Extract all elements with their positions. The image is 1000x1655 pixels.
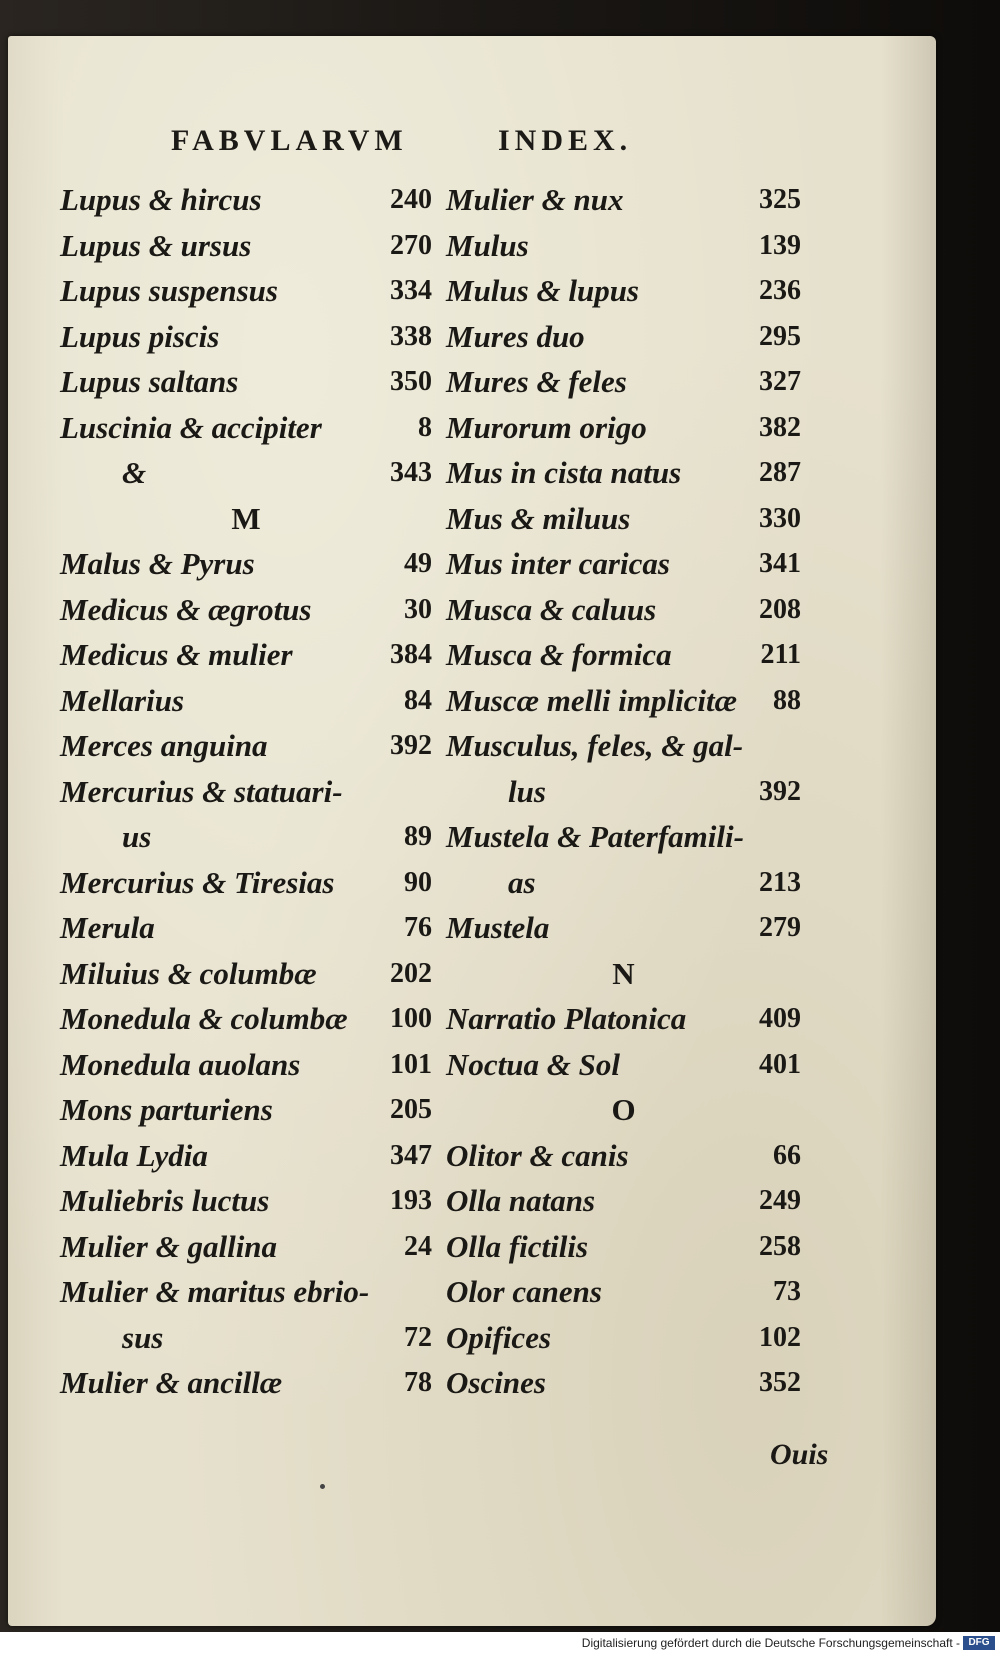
entry-title: Murorum origo [446,409,647,445]
entry-title: Mustela [446,910,550,945]
entry-page-number: 76 [404,912,432,943]
entry-page-number: 334 [390,275,432,306]
entry-page-number: 295 [759,320,801,352]
entry-title: Malus & Pyrus [60,546,255,581]
entry-page-number: 341 [759,548,801,579]
entry-title: Olla fictilis [446,1228,589,1264]
entry-title: Monedula & columbæ [60,1001,348,1036]
entry-title: Mulier & nux [446,182,624,217]
entry-page-number: 384 [390,639,432,670]
index-entry [60,177,432,223]
entry-page-number: 193 [390,1185,432,1216]
entry-title: Noctua & Sol [446,1046,620,1082]
entry-title: Lupus saltans [60,364,239,399]
index-entry [446,860,801,906]
index-entry [446,359,801,405]
entry-page-number: 89 [404,821,432,852]
index-entry [446,541,801,587]
entry-title: Mulier & maritus ebrio- [60,1274,370,1309]
entry-title: Monedula auolans [60,1046,301,1082]
entry-page-number: 78 [404,1367,432,1398]
catchword: Ouis [770,1438,829,1471]
entry-page-number: 327 [759,366,801,397]
index-entry [60,314,432,360]
entry-title: Mus in cista natus [446,455,682,490]
entry-title: Mus & miluus [446,500,631,536]
dfg-logo: DFG [963,1636,995,1650]
entry-page-number: 270 [390,229,432,261]
entry-page-number: 90 [404,866,432,898]
index-entry [60,223,432,269]
entry-title: Mulus & lupus [446,273,639,308]
index-entry [446,1087,801,1133]
page-header [8,124,936,174]
index-column-left [60,177,432,1406]
entry-title: Lupus suspensus [60,273,278,308]
index-entry [446,1224,801,1270]
index-entry [60,450,432,496]
index-entry [446,268,801,314]
entry-title: Miluius & columbæ [60,955,317,991]
index-entry [60,541,432,587]
entry-page-number: 343 [390,457,432,488]
index-entry [446,223,801,269]
section-letter: O [611,1092,636,1127]
entry-page-number: 211 [760,639,801,670]
index-entry [60,723,432,769]
entry-title: Medicus & mulier [60,637,293,672]
entry-title: Muscæ melli implicitæ [446,682,738,718]
entry-page-number: 101 [390,1048,432,1080]
entry-title: Mus inter caricas [446,546,670,581]
entry-title: Mulus [446,227,529,263]
entry-title: & [122,455,147,490]
entry-title: Mulier & ancillæ [60,1365,283,1400]
index-entry [446,1360,801,1406]
entry-page-number: 102 [759,1321,801,1353]
index-entry [60,1178,432,1224]
entry-page-number: 258 [759,1230,801,1262]
entry-title: lus [508,773,546,809]
index-entry [446,314,801,360]
index-entry [60,1133,432,1179]
index-entry [60,860,432,906]
entry-title: Lupus & hircus [60,182,262,217]
entry-title: Luscinia & accipiter [60,409,322,445]
entry-page-number: 72 [404,1321,432,1353]
book-page [8,36,936,1626]
index-entry [446,1315,801,1361]
entry-title: Merces anguina [60,728,268,763]
index-entry [446,996,801,1042]
entry-page-number: 202 [390,957,432,989]
index-entry [446,405,801,451]
entry-title: Mures duo [446,318,585,354]
index-entry [446,1178,801,1224]
index-column-right [446,177,801,1406]
header-word-1: FABVLARVM [171,124,408,157]
index-entry [446,1133,801,1179]
index-entry [60,496,432,542]
index-entry [446,678,801,724]
index-entry [446,1042,801,1088]
entry-page-number: 409 [759,1003,801,1034]
entry-title: Mellarius [60,682,185,718]
entry-page-number: 347 [390,1139,432,1171]
index-entry [60,1042,432,1088]
index-entry [60,678,432,724]
entry-title: as [508,864,536,900]
entry-title: Lupus piscis [60,318,220,354]
header-word-2: INDEX. [498,124,633,157]
entry-title: Muliebris luctus [60,1183,270,1218]
entry-title: Narratio Platonica [446,1001,687,1036]
entry-page-number: 139 [759,229,801,261]
entry-page-number: 100 [390,1003,432,1034]
index-entry [60,769,432,815]
index-entry [446,587,801,633]
index-entry [446,814,801,860]
entry-page-number: 49 [404,548,432,579]
entry-title: Mulier & gallina [60,1228,278,1264]
entry-page-number: 401 [759,1048,801,1080]
index-entry [446,1269,801,1315]
index-entry [446,450,801,496]
ink-speck [320,1484,325,1489]
entry-page-number: 88 [773,684,801,716]
entry-title: Mons parturiens [60,1092,273,1127]
index-entry [60,1224,432,1270]
entry-title: Olitor & canis [446,1137,629,1173]
entry-page-number: 213 [759,866,801,898]
index-entry [446,723,801,769]
entry-title: Mercurius & statuari- [60,773,343,809]
entry-title: Musca & caluus [446,591,657,627]
entry-title: us [122,819,152,854]
index-entry [60,814,432,860]
entry-title: Olor canens [446,1274,602,1309]
entry-title: Mures & feles [446,364,627,399]
entry-title: Merula [60,910,155,945]
entry-title: Medicus & ægrotus [60,591,312,627]
index-entry [60,1315,432,1361]
index-entry [60,359,432,405]
entry-page-number: 84 [404,684,432,716]
entry-title: Opifices [446,1319,552,1355]
entry-title: Musculus, feles, & gal- [446,728,744,763]
entry-page-number: 236 [759,275,801,306]
entry-page-number: 66 [773,1139,801,1171]
section-letter: M [231,500,261,536]
entry-title: Olla natans [446,1183,596,1218]
index-entry [60,996,432,1042]
index-entry [60,905,432,951]
entry-title: Lupus & ursus [60,227,252,263]
index-entry [60,1087,432,1133]
section-letter: N [612,955,635,991]
index-entry [60,1360,432,1406]
index-entry [446,632,801,678]
entry-page-number: 287 [759,457,801,488]
entry-page-number: 73 [773,1276,801,1307]
entry-title: Musca & formica [446,637,672,672]
index-entry [446,177,801,223]
index-entry [446,496,801,542]
index-entry [60,1269,432,1315]
digitization-footer [0,1632,1000,1655]
footer-text: Digitalisierung gefördert durch die Deutsche Forschungsgemeinschaft - [581,1636,960,1650]
entry-title: Oscines [446,1365,546,1400]
entry-page-number: 392 [759,775,801,807]
entry-title: Mula Lydia [60,1137,208,1173]
index-entry [60,951,432,997]
entry-page-number: 30 [404,593,432,625]
entry-page-number: 352 [759,1367,801,1398]
entry-page-number: 249 [759,1185,801,1216]
index-entry [446,951,801,997]
entry-page-number: 24 [404,1230,432,1262]
entry-page-number: 325 [759,184,801,215]
entry-page-number: 338 [390,320,432,352]
entry-page-number: 205 [390,1094,432,1125]
index-entry [60,405,432,451]
index-entry [446,769,801,815]
entry-page-number: 392 [390,730,432,761]
entry-page-number: 240 [390,184,432,215]
entry-title: sus [122,1319,164,1355]
entry-page-number: 208 [759,593,801,625]
index-entry [60,587,432,633]
entry-page-number: 330 [759,502,801,534]
entry-page-number: 8 [418,411,432,443]
index-entry [60,632,432,678]
entry-title: Mercurius & Tiresias [60,864,335,900]
entry-page-number: 279 [759,912,801,943]
entry-page-number: 350 [390,366,432,397]
index-entry [60,268,432,314]
entry-title: Mustela & Paterfamili- [446,819,744,854]
index-entry [446,905,801,951]
entry-page-number: 382 [759,411,801,443]
